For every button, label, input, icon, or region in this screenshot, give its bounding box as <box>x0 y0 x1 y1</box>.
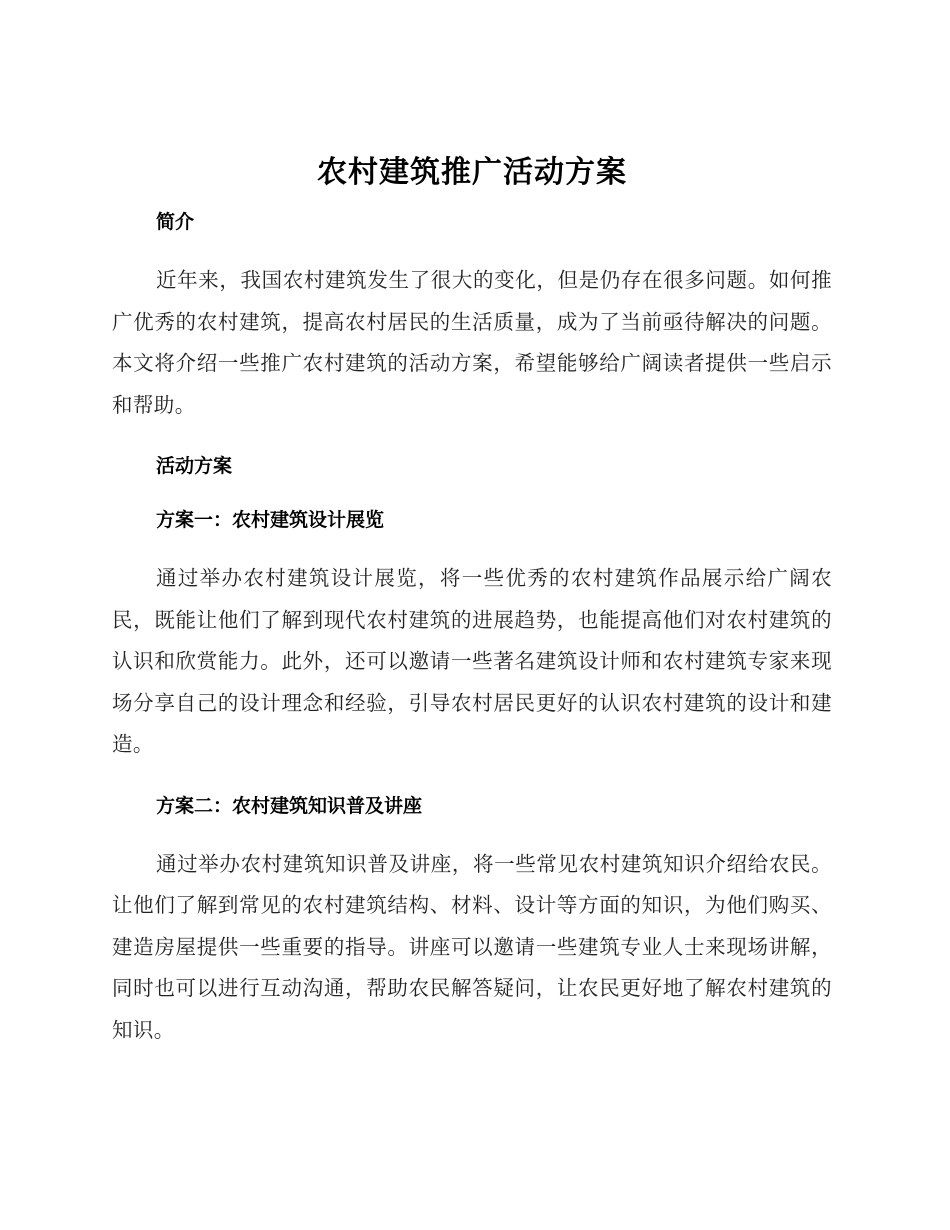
plan1-paragraph: 通过举办农村建筑设计展览，将一些优秀的农村建筑作品展示给广阔农民，既能让他们了解到现代农村建筑的进展趋势，也能提高他们对农村建筑的认识和欣赏能力。此外，还可以邀请一些著名建筑设计师和农村建筑专家来现场分享自己的设计理念和经验，引导农村居民更好的认识农村建筑的设计和建造。 <box>112 566 832 756</box>
intro-heading: 简介 <box>156 211 195 233</box>
document-body <box>112 152 832 1051</box>
document-title: 农村建筑推广活动方案 <box>317 155 627 190</box>
intro-paragraph: 近年来，我国农村建筑发生了很大的变化，但是仍存在很多问题。如何推广优秀的农村建筑，提高农村居民的生活质量，成为了当前亟待解决的问题。本文将介绍一些推广农村建筑的活动方案，希望能够给广阔读者提供一些启示和帮助。 <box>112 268 832 417</box>
plan2-heading: 方案二：农村建筑知识普及讲座 <box>156 794 423 817</box>
plan-heading: 活动方案 <box>156 455 233 477</box>
plan2-paragraph: 通过举办农村建筑知识普及讲座，将一些常见农村建筑知识介绍给农民。让他们了解到常见的农村建筑结构、材料、设计等方面的知识，为他们购买、建造房屋提供一些重要的指导。讲座可以邀请一些建筑专业人士来现场讲解，同时也可以进行互动沟通，帮助农民解答疑问，让农民更好地了解农村建筑的知识。 <box>112 851 832 1042</box>
plan1-heading: 方案一：农村建筑设计展览 <box>156 509 385 531</box>
